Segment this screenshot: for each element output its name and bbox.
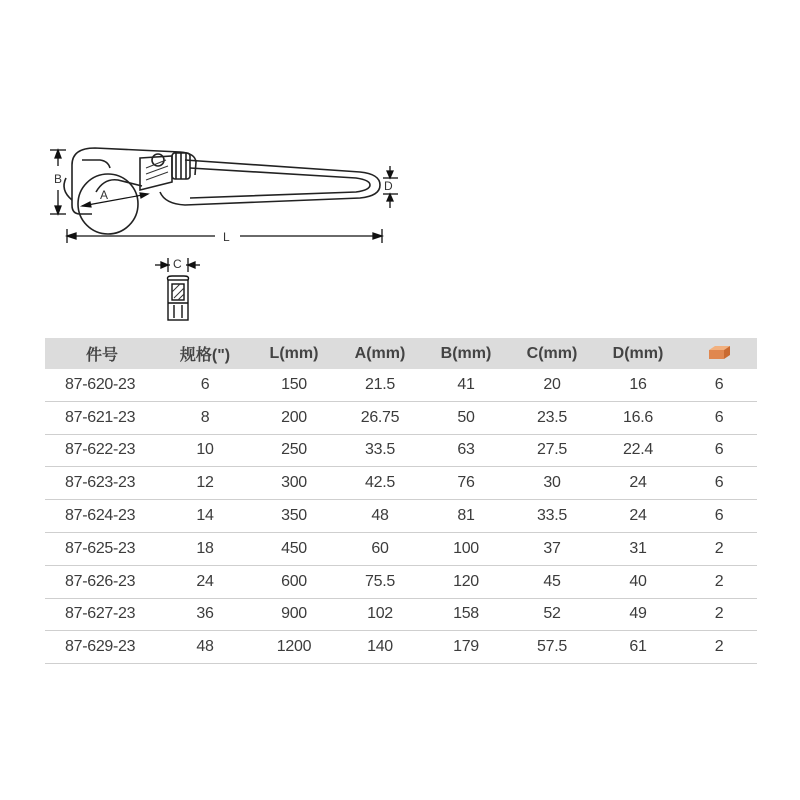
dimension-b-label: B xyxy=(54,172,63,186)
header-part-number: 件号 xyxy=(45,338,159,369)
cell-l-value: 300 xyxy=(251,467,337,500)
header-c: C(mm) xyxy=(509,338,595,369)
jaw-hatching xyxy=(146,160,168,180)
cell-l-value: 600 xyxy=(251,565,337,598)
cell-c-value: 33.5 xyxy=(509,500,595,533)
table-row xyxy=(45,532,757,565)
cell-a-value: 48 xyxy=(337,500,423,533)
dimension-c-label: C xyxy=(173,257,182,271)
cell-a-value: 60 xyxy=(337,532,423,565)
cell-part-number: 87-626-23 xyxy=(45,565,159,598)
cell-quantity: 6 xyxy=(681,467,757,500)
cell-a-value: 42.5 xyxy=(337,467,423,500)
cell-quantity: 6 xyxy=(681,369,757,401)
header-l: L(mm) xyxy=(251,338,337,369)
cell-l-value: 1200 xyxy=(251,631,337,664)
cell-a-value: 33.5 xyxy=(337,434,423,467)
cell-b-value: 158 xyxy=(423,598,509,631)
wrench-cross-section xyxy=(168,276,189,320)
header-quantity xyxy=(681,338,757,369)
cell-quantity: 6 xyxy=(681,434,757,467)
cell-size: 24 xyxy=(159,565,251,598)
cell-c-value: 30 xyxy=(509,467,595,500)
cell-c-value: 20 xyxy=(509,369,595,401)
cell-part-number: 87-620-23 xyxy=(45,369,159,401)
cell-d-value: 61 xyxy=(595,631,681,664)
cell-quantity: 6 xyxy=(681,500,757,533)
dimension-d-label: D xyxy=(384,179,393,193)
cell-c-value: 23.5 xyxy=(509,401,595,434)
cell-l-value: 250 xyxy=(251,434,337,467)
cell-a-value: 102 xyxy=(337,598,423,631)
cell-b-value: 120 xyxy=(423,565,509,598)
cell-quantity: 2 xyxy=(681,598,757,631)
pipe-wrench-drawing xyxy=(0,0,800,340)
dimension-a-label: A xyxy=(100,188,109,202)
cell-l-value: 150 xyxy=(251,369,337,401)
cell-c-value: 27.5 xyxy=(509,434,595,467)
cell-quantity: 2 xyxy=(681,532,757,565)
copper-bar-icon xyxy=(706,345,732,361)
cell-l-value: 200 xyxy=(251,401,337,434)
cell-part-number: 87-622-23 xyxy=(45,434,159,467)
cell-size: 14 xyxy=(159,500,251,533)
cell-c-value: 57.5 xyxy=(509,631,595,664)
cell-d-value: 31 xyxy=(595,532,681,565)
cell-d-value: 40 xyxy=(595,565,681,598)
header-d: D(mm) xyxy=(595,338,681,369)
table-row xyxy=(45,434,757,467)
cell-a-value: 26.75 xyxy=(337,401,423,434)
table-row xyxy=(45,369,757,401)
header-a: A(mm) xyxy=(337,338,423,369)
cell-a-value: 140 xyxy=(337,631,423,664)
cell-quantity: 2 xyxy=(681,631,757,664)
table-row xyxy=(45,500,757,533)
cell-quantity: 6 xyxy=(681,401,757,434)
cell-b-value: 63 xyxy=(423,434,509,467)
cell-b-value: 179 xyxy=(423,631,509,664)
cell-size: 6 xyxy=(159,369,251,401)
header-size: 规格(") xyxy=(159,338,251,369)
cell-quantity: 2 xyxy=(681,565,757,598)
table-row xyxy=(45,467,757,500)
cell-size: 12 xyxy=(159,467,251,500)
cell-part-number: 87-629-23 xyxy=(45,631,159,664)
cell-d-value: 16 xyxy=(595,369,681,401)
spec-table xyxy=(45,338,757,664)
cell-b-value: 41 xyxy=(423,369,509,401)
cell-d-value: 24 xyxy=(595,467,681,500)
cell-a-value: 21.5 xyxy=(337,369,423,401)
dimension-l-label: L xyxy=(223,230,230,244)
table-row xyxy=(45,598,757,631)
table-row xyxy=(45,631,757,664)
cell-part-number: 87-623-23 xyxy=(45,467,159,500)
wrench-outline xyxy=(64,148,380,214)
cell-d-value: 22.4 xyxy=(595,434,681,467)
cell-d-value: 49 xyxy=(595,598,681,631)
cell-part-number: 87-624-23 xyxy=(45,500,159,533)
cell-size: 18 xyxy=(159,532,251,565)
cross-section-hatching xyxy=(172,284,184,300)
cell-c-value: 45 xyxy=(509,565,595,598)
cell-b-value: 81 xyxy=(423,500,509,533)
cell-size: 8 xyxy=(159,401,251,434)
cell-size: 48 xyxy=(159,631,251,664)
cell-c-value: 52 xyxy=(509,598,595,631)
cell-part-number: 87-625-23 xyxy=(45,532,159,565)
cell-l-value: 900 xyxy=(251,598,337,631)
cell-b-value: 76 xyxy=(423,467,509,500)
table-row xyxy=(45,401,757,434)
cell-size: 10 xyxy=(159,434,251,467)
cell-d-value: 24 xyxy=(595,500,681,533)
cell-a-value: 75.5 xyxy=(337,565,423,598)
cell-c-value: 37 xyxy=(509,532,595,565)
cell-l-value: 350 xyxy=(251,500,337,533)
cell-part-number: 87-627-23 xyxy=(45,598,159,631)
cell-l-value: 450 xyxy=(251,532,337,565)
table-row xyxy=(45,565,757,598)
cell-d-value: 16.6 xyxy=(595,401,681,434)
cell-b-value: 50 xyxy=(423,401,509,434)
header-b: B(mm) xyxy=(423,338,509,369)
cell-part-number: 87-621-23 xyxy=(45,401,159,434)
cell-size: 36 xyxy=(159,598,251,631)
table-header-row xyxy=(45,338,757,369)
cell-b-value: 100 xyxy=(423,532,509,565)
